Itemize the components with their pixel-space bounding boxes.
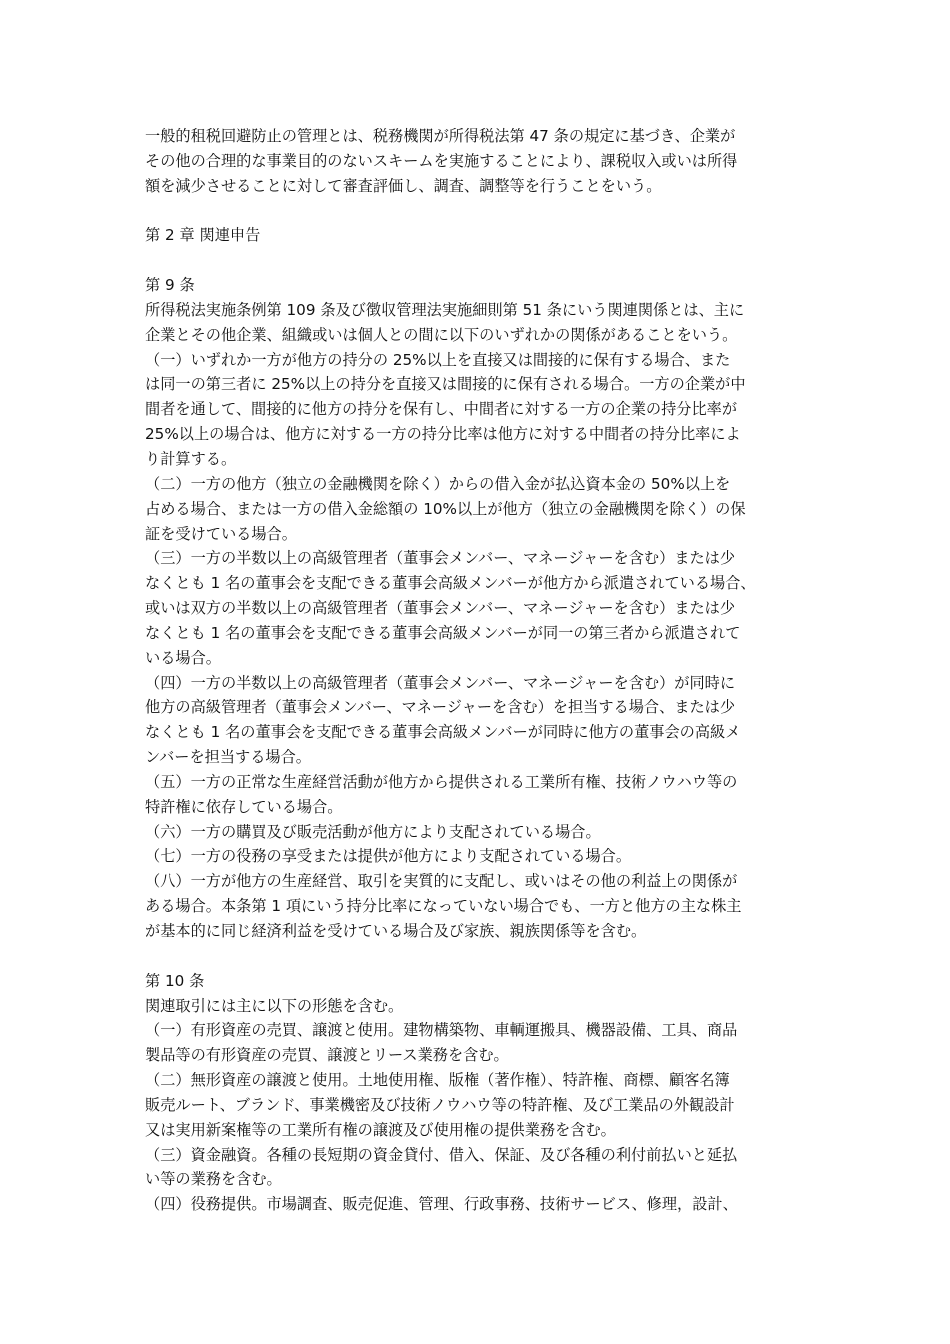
article-9-line: 特許権に依存している場合。 <box>145 797 343 816</box>
spacer <box>145 199 825 224</box>
article-10-line: 関連取引には主に以下の形態を含む。 <box>145 996 404 1015</box>
article-9 <box>145 273 825 944</box>
intro-line: 額を減少させることに対して審査評価し、調査、調整等を行うことをいう。 <box>145 176 662 195</box>
chapter-heading <box>145 223 825 248</box>
article-10-line: い等の業務を含む。 <box>145 1170 282 1189</box>
article-9-line: （七）一方の役務の享受または提供が他方により支配されている場合。 <box>145 847 631 866</box>
article-9-line: 所得税法実施条例第 109 条及び徴収管理法実施細則第 51 条にいう関連関係とは、主に <box>145 300 745 319</box>
article-9-line: 他方の高級管理者（董事会メンバー、マネージャーを含む）を担当する場合、または少 <box>145 698 736 717</box>
article-9-line: ンバーを担当する場合。 <box>145 748 311 767</box>
article-10-line: （二）無形資産の譲渡と使用。土地使用権、版権（著作権）、特許権、商標、顧客名簿 <box>145 1071 730 1090</box>
article-9-line: （六）一方の購買及び販売活動が他方により支配されている場合。 <box>145 822 601 841</box>
article-9-line: 証を受けている場合。 <box>145 524 297 543</box>
article-9-line: ある場合。本条第 1 項にいう持分比率になっていない場合でも、一方と他方の主な株主 <box>145 897 742 916</box>
article-9-line: （二）一方の他方（独立の金融機関を除く）からの借入金が払込資本金の 50%以上を <box>145 474 731 493</box>
article-10-line: （一）有形資産の売買、譲渡と使用。建物構築物、車輌運搬具、機器設備、工具、商品 <box>145 1021 738 1040</box>
article-10-line: （四）役務提供。市場調査、販売促進、管理、行政事務、技術サービス、修理，設計、 <box>145 1195 738 1214</box>
article-9-line: 企業とその他企業、組織或いは個人との間に以下のいずれかの関係があることをいう。 <box>145 325 738 344</box>
article-9-line: が基本的に同じ経済利益を受けている場合及び家族、親族関係等を含む。 <box>145 922 647 940</box>
spacer <box>145 944 825 969</box>
intro-line: 一般的租税回避防止の管理とは、税務機関が所得税法第 47 条の規定に基づき、企業が <box>145 127 736 145</box>
intro-line: その他の合理的な事業目的のないスキームを実施することにより、課税収入或いは所得 <box>145 151 738 170</box>
article-9-line: （八）一方が他方の生産経営、取引を実質的に支配し、或いはその他の利益上の関係が <box>145 872 738 891</box>
article-9-line: （四）一方の半数以上の高級管理者（董事会メンバー、マネージャーを含む）が同時に <box>145 673 736 692</box>
article-9-line: なくとも 1 名の董事会を支配できる董事会高級メンバーが同一の第三者から派遣されて <box>145 623 741 642</box>
article-9-line: 占める場合、または一方の借入金総額の 10%以上が他方（独立の金融機関を除く）の保 <box>145 499 746 518</box>
intro-paragraph <box>145 124 825 199</box>
article-9-line: （一）いずれか一方が他方の持分の 25%以上を直接又は間接的に保有する場合、また <box>145 350 731 369</box>
article-9-line: 25%以上の場合は、他方に対する一方の持分比率は他方に対する中間者の持分比率によ <box>145 425 741 444</box>
article-10-line: （三）資金融資。各種の長短期の資金貸付、借入、保証、及び各種の利付前払いと延払 <box>145 1145 738 1164</box>
spacer <box>145 248 825 273</box>
article-9-line: なくとも 1 名の董事会を支配できる董事会高級メンバーが他方から派遣されている場合、 <box>145 574 756 593</box>
document-page <box>145 124 825 1217</box>
article-9-line: は同一の第三者に 25%以上の持分を直接又は間接的に保有される場合。一方の企業が中 <box>145 375 746 394</box>
article-10-line: 又は実用新案権等の工業所有権の譲渡及び使用権の提供業務を含む。 <box>145 1120 616 1139</box>
article-9-line: り計算する。 <box>145 449 237 468</box>
article-9-line: いる場合。 <box>145 648 221 667</box>
article-9-line: 或いは双方の半数以上の高級管理者（董事会メンバー、マネージャーを含む）または少 <box>145 599 736 618</box>
article-9-line: （五）一方の正常な生産経営活動が他方から提供される工業所有権、技術ノウハウ等の <box>145 772 738 791</box>
article-9-title: 第 9 条 <box>145 276 195 295</box>
article-9-line: （三）一方の半数以上の高級管理者（董事会メンバー、マネージャーを含む）または少 <box>145 549 736 568</box>
article-10 <box>145 969 825 1217</box>
chapter-title: 第 2 章 関連申告 <box>145 226 261 245</box>
article-9-line: なくとも 1 名の董事会を支配できる董事会高級メンバーが同時に他方の董事会の高級メ <box>145 723 741 742</box>
article-9-line: 間者を通して、間接的に他方の持分を保有し、中間者に対する一方の企業の持分比率が <box>145 400 738 419</box>
article-10-line: 製品等の有形資産の売買、譲渡とリース業務を含む。 <box>145 1046 509 1065</box>
article-10-title: 第 10 条 <box>145 971 205 990</box>
article-10-line: 販売ルート、ブランド、事業機密及び技術ノウハウ等の特許権、及び工業品の外観設計 <box>145 1095 735 1114</box>
